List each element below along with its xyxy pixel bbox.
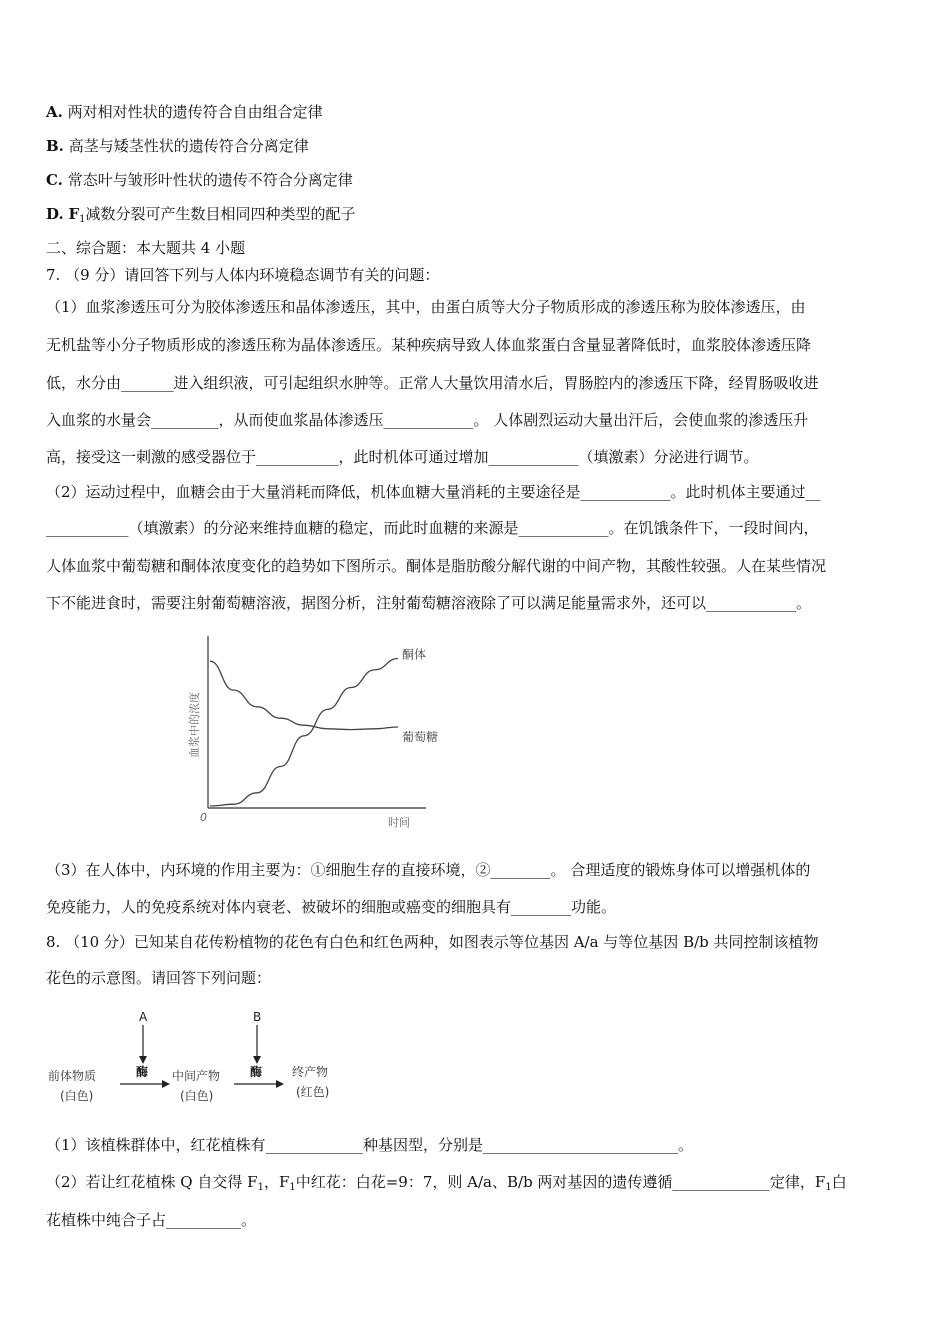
option-a: A. 两对相对性状的遗传符合自由组合定律 (46, 103, 323, 121)
substrate-label: 前体物质 (48, 1069, 97, 1083)
q7-p1-line: 低，水分由_______进入组织液，可引起组织水肿等。正常人大量饮用清水后，胃肠腔内的渗透压下降，经胃肠吸收进 (46, 374, 819, 392)
q7-p1-line: 入血浆的水量会_________，从而使血浆晶体渗透压____________。 人体剧烈运动大量出汗后，会使血浆的渗透压升 (46, 411, 809, 429)
q7-p1-line: 高，接受这一刺激的感受器位于___________，此时机体可通过增加____________（填激素）分泌进行调节。 (46, 448, 759, 466)
enzyme1-label: 酶 (136, 1065, 149, 1079)
series-line-ketone (210, 659, 398, 807)
gene-a-label: A (139, 1010, 148, 1024)
option-b: B. 高茎与矮茎性状的遗传符合分离定律 (46, 137, 309, 155)
q7-p2-line: ___________（填激素）的分泌来维持血糖的稳定，而此时血糖的来源是____________。在饥饿条件下，一段时间内， (46, 519, 819, 537)
substrate-color: (白色) (60, 1089, 94, 1103)
option-d: D. $F_1$减数分裂可产生数目相同四种类型的配子 (46, 205, 356, 225)
product-color: (红色) (296, 1085, 330, 1099)
pathway-diagram (46, 1008, 356, 1108)
q7-p2-line: （2）运动过程中，血糖会由于大量消耗而降低，机体血糖大量消耗的主要途径是____________。此时机体主要通过__ (46, 483, 821, 501)
gene-b-label: B (253, 1010, 262, 1024)
gene-b-arrowhead (253, 1056, 261, 1064)
q8-p1-line: （1）该植株群体中，红花植株有_____________种基因型，分别是__________________________。 (46, 1136, 694, 1154)
q8-intro-line: 8. （10 分）已知某自花传粉植物的花色有白色和红色两种，如图表示等位基因 A/a 与等位基因 B/b 共同控制该植物 (46, 933, 819, 951)
origin-label: 0 (200, 811, 207, 824)
section-header: 二、综合题：本大题共 4 小题 (46, 239, 246, 257)
q8-p2-line: 花植株中纯合子占__________。 (46, 1211, 257, 1229)
gene-a-arrowhead (139, 1056, 147, 1064)
series-label-ketone: 酮体 (402, 647, 427, 662)
q7-intro: 7. （9 分）请回答下列与人体内环境稳态调节有关的问题： (46, 266, 440, 284)
q8-intro-line: 花色的示意图。请回答下列问题： (46, 969, 272, 987)
enzyme2-label: 酶 (250, 1065, 263, 1079)
q7-p1-line: （1）血浆渗透压可分为胶体渗透压和晶体渗透压，其中，由蛋白质等大分子物质形成的渗透压称为胶体渗透压，由 (46, 298, 806, 316)
intermediate-color: (白色) (180, 1089, 214, 1103)
product-label: 终产物 (292, 1065, 329, 1079)
ketone-glucose-chart (178, 628, 438, 833)
q7-p3-line: （3）在人体中，内环境的作用主要为：①细胞生存的直接环境，②________。 合理适度的锻炼身体可以增强机体的 (46, 861, 811, 879)
q7-p2-line: 人体血浆中葡萄糖和酮体浓度变化的趋势如下图所示。酮体是脂肪酸分解代谢的中间产物，其酸性较强。人在某些情况 (46, 557, 827, 575)
y-axis-label: 血浆中的浓度 (188, 692, 201, 758)
q7-p3-line: 免疫能力，人的免疫系统对体内衰老、被破坏的细胞或癌变的细胞具有________功能。 (46, 898, 617, 916)
intermediate-label: 中间产物 (172, 1069, 221, 1083)
reaction-arrowhead-2 (276, 1080, 284, 1088)
x-axis-label: 时间 (388, 816, 410, 829)
q8-p2-line: （2）若让红花植株 Q 自交得 $F_1$，$F_1$中红花：白花=9：7，则 A/a、B/b 两对基因的遗传遵循_____________定律，$F_1$白 (46, 1173, 847, 1193)
q7-p1-line: 无机盐等小分子物质形成的渗透压称为晶体渗透压。某种疾病导致人体血浆蛋白含量显著降低时，血浆胶体渗透压降 (46, 336, 812, 354)
series-label-glucose: 葡萄糖 (402, 730, 438, 744)
q7-p2-line: 下不能进食时，需要注射葡萄糖溶液，据图分析，注射葡萄糖溶液除了可以满足能量需求外，还可以____________。 (46, 594, 812, 612)
option-c: C. 常态叶与皱形叶性状的遗传不符合分离定律 (46, 171, 353, 189)
reaction-arrowhead-1 (162, 1080, 170, 1088)
